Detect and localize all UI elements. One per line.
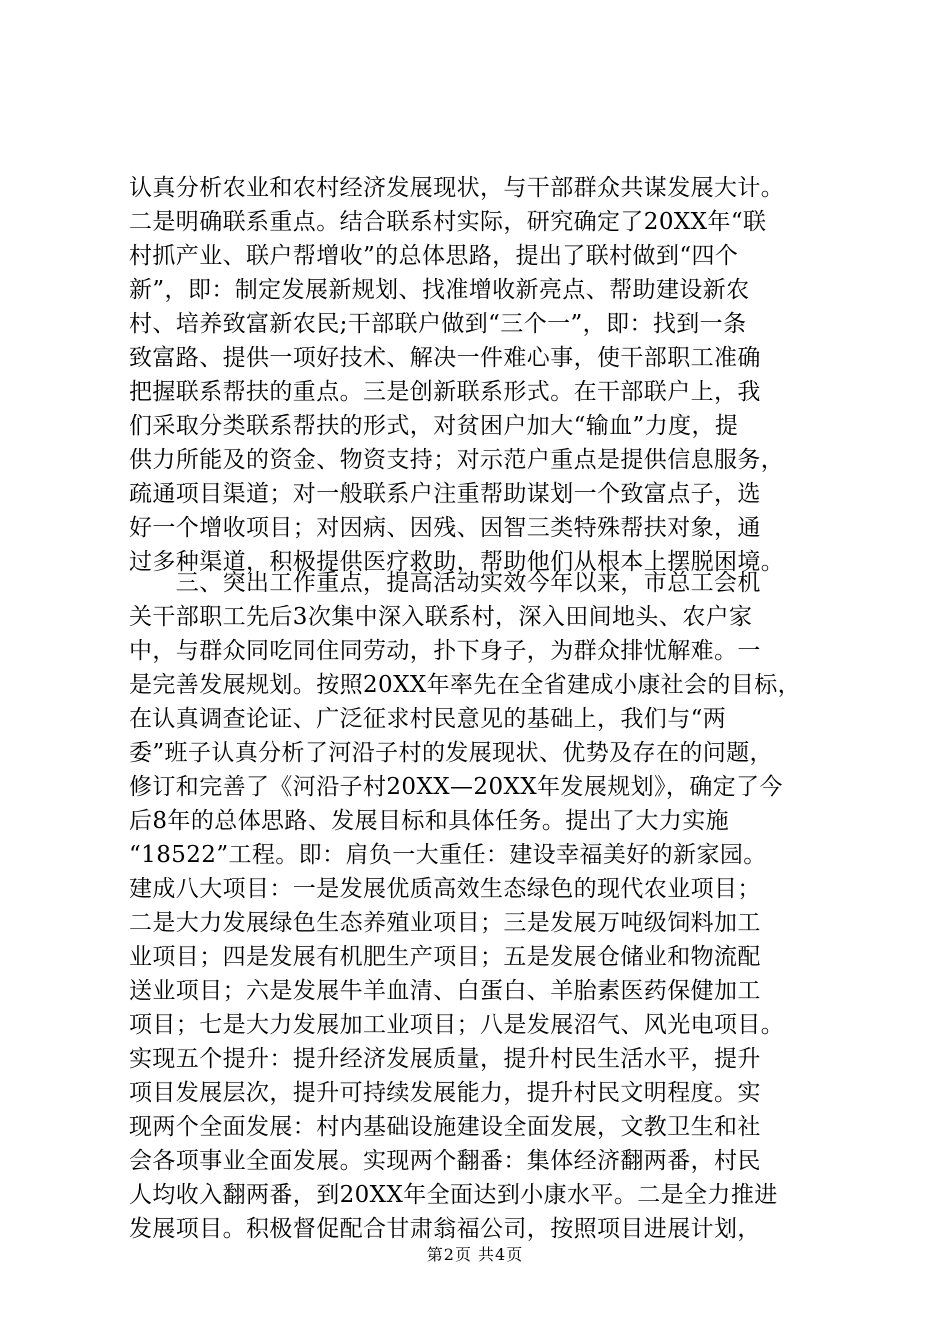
text-line: 项目；七是大力发展加工业项目；八是发展沼气、风光电项目。 [129,1012,785,1038]
text-line: 二是明确联系重点。结合联系村实际，研究确定了20XX年“联 [129,209,767,235]
text-line: 们采取分类联系帮扶的形式，对贫困户加大“输血”力度，提 [129,413,739,439]
text-line: “18522”工程。即：肩负一大重任：建设幸福美好的新家园。 [129,842,767,868]
page-footer: 第2页 共4页 [426,1245,524,1264]
text-line: 过多种渠道，积极提供医疗救助，帮助他们从根本上摆脱困境。 [129,549,785,575]
text-line: 委”班子认真分析了河沿子村的发展现状、优势及存在的问题， [129,740,773,766]
text-line: 后8年的总体思路、发展目标和具体任务。提出了大力实施 [129,808,730,834]
text-line: 在认真调查论证、广泛征求村民意见的基础上，我们与“两 [129,706,727,732]
text-line: 发展项目。积极督促配合甘肃翁福公司，按照项目进展计划， [129,1216,761,1242]
text-line: 实现五个提升：提升经济发展质量，提升村民生活水平，提升 [129,1046,761,1072]
text-line: 村、培养致富新农民;干部联户做到“三个一”，即：找到一条 [129,311,747,337]
body-paragraph-2 [129,566,827,1246]
text-line: 关干部职工先后3次集中深入联系村，深入田间地头、农户家 [129,604,753,630]
text-line: 致富路、提供一项好技术、解决一件难心事，使干部职工准确 [129,345,761,371]
text-line: 项目发展层次，提升可持续发展能力，提升村民文明程度。实 [129,1080,761,1106]
text-line: 现两个全面发展：村内基础设施建设全面发展，文教卫生和社 [129,1114,761,1140]
text-line: 中，与群众同吃同住同劳动，扑下身子，为群众排忧解难。一 [129,638,761,664]
text-line: 好一个增收项目；对因病、因残、因智三类特殊帮扶对象，通 [129,515,761,541]
text-line: 认真分析农业和农村经济发展现状，与干部群众共谋发展大计。 [129,175,785,201]
text-line: 建成八大项目：一是发展优质高效生态绿色的现代农业项目； [129,876,761,902]
text-line: 把握联系帮扶的重点。三是创新联系形式。在干部联户上，我 [129,379,761,405]
text-line: 二是大力发展绿色生态养殖业项目；三是发展万吨级饲料加工 [129,910,761,936]
text-line: 会各项事业全面发展。实现两个翻番：集体经济翻两番，村民 [129,1148,761,1174]
body-paragraph-1 [129,171,827,579]
text-line: 三、突出工作重点，提高活动实效今年以来，市总工会机 [129,570,761,596]
text-line: 送业项目；六是发展牛羊血清、白蛋白、羊胎素医药保健加工 [129,978,761,1004]
text-line: 村抓产业、联户帮增收”的总体思路，提出了联村做到“四个 [129,243,739,269]
text-line: 供力所能及的资金、物资支持；对示范户重点是提供信息服务， [129,447,785,473]
text-line: 疏通项目渠道；对一般联系户注重帮助谋划一个致富点子，选 [129,481,761,507]
text-line: 新”，即：制定发展新规划、找准增收新亮点、帮助建设新农 [129,277,750,303]
text-line: 人均收入翻两番，到20XX年全面达到小康水平。二是全力推进 [129,1182,778,1208]
text-line: 是完善发展规划。按照20XX年率先在全省建成小康社会的目标， [129,672,802,698]
text-line: 修订和完善了《河沿子村20XX—20XX年发展规划》，确定了今 [129,774,783,800]
text-line: 业项目；四是发展有机肥生产项目；五是发展仓储业和物流配 [129,944,761,970]
